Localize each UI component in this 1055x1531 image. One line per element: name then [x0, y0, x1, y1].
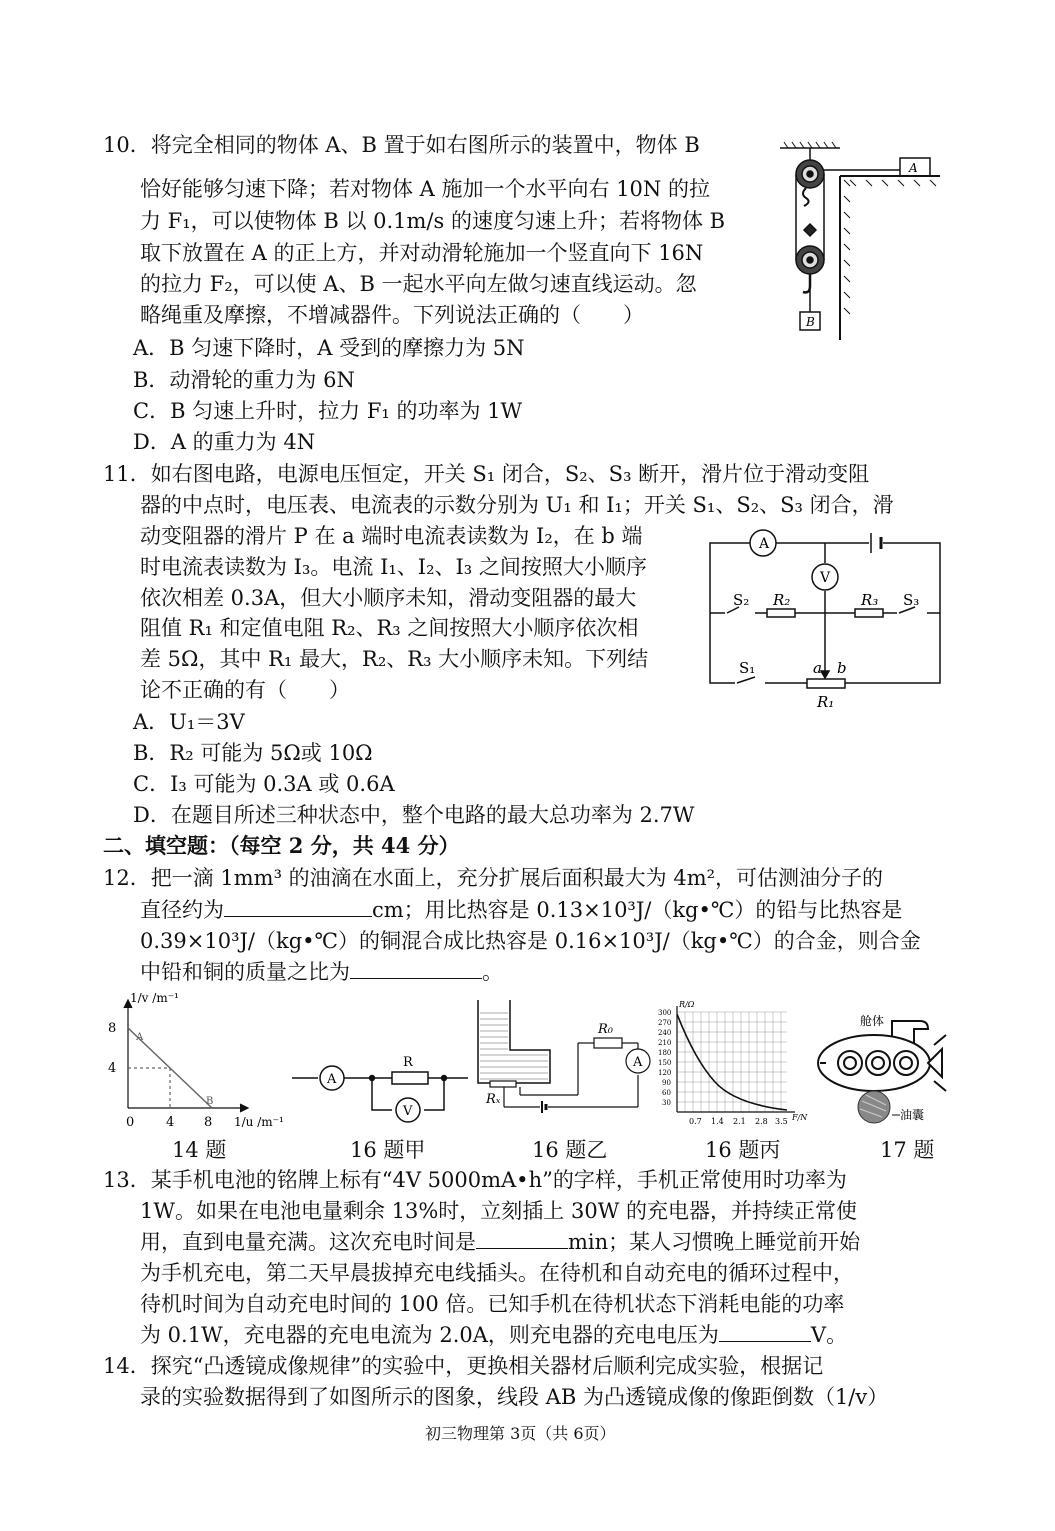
q13-line-6	[140, 1321, 847, 1349]
q11-line-8: 论不正确的有（ ）	[140, 678, 350, 702]
circuit-s3-label: S₃	[903, 591, 920, 609]
q12-line-4	[140, 958, 503, 986]
fig16c-y-tick-90: 90	[662, 1079, 671, 1087]
page-footer: 初三物理第 3页（共 6页）	[425, 1424, 616, 1443]
fig16b-device	[470, 995, 655, 1130]
q11-line-1: 11．如右图电路，电源电压恒定，开关 S₁ 闭合，S₂、S₃ 断开，滑片位于滑动变阻	[103, 462, 870, 486]
circuit-r2-label: R₂	[773, 591, 791, 609]
fig16c-y-label: R/Ω	[679, 1000, 695, 1009]
q10-line-4: 取下放置在 A 的正上方，并对动滑轮施加一个竖直向下 16N	[140, 241, 704, 265]
q12-answer-blank-1[interactable]	[224, 896, 372, 917]
fig16a-resistor: R	[403, 1055, 413, 1070]
q12-text-4a: 中铅和铜的质量之比为	[140, 960, 350, 984]
fig16a-circuit	[290, 1040, 470, 1130]
q11-line-5: 依次相差 0.3A，但大小顺序未知，滑动变阻器的最大	[140, 586, 637, 610]
q11-line-2: 器的中点时，电压表、电流表的示数分别为 U₁ 和 I₁；开关 S₁、S₂、S₃ 闭合，滑	[140, 493, 894, 517]
circuit-figure	[705, 525, 945, 715]
q10-line-2: 恰好能够匀速下降；若对物体 A 施加一个水平向右 10N 的拉	[140, 177, 710, 201]
fig16a-ammeter: A	[327, 1072, 337, 1087]
fig16c-x-tick-0.7: 0.7	[689, 1117, 702, 1126]
section-2-title: 二、填空题：（每空 2 分，共 44 分）	[103, 833, 460, 858]
q10-line-3: 力 F₁，可以使物体 B 以 0.1m/s 的速度匀速上升；若将物体 B	[140, 209, 726, 233]
q12-line-2	[140, 896, 902, 924]
fig16c-y-tick-120: 120	[658, 1069, 672, 1077]
q11-option-d: D．在题目所述三种状态中，整个电路的最大总功率为 2.7W	[133, 803, 695, 827]
fig14-y-tick-8: 8	[108, 1021, 117, 1036]
circuit-a-label: a	[813, 659, 822, 677]
fig16c-graph	[655, 1000, 810, 1130]
circuit-voltmeter-label: V	[820, 570, 831, 586]
q12-line-3: 0.39×10³J/（kg•℃）的铜混合成比热容是 0.16×10³J/（kg•℃）的合金，则合金	[140, 929, 921, 953]
fig16c-y-tick-240: 240	[658, 1029, 672, 1037]
fig16c-y-tick-300: 300	[658, 1009, 672, 1017]
q13-line-1: 13．某手机电池的铭牌上标有“4V 5000mA•h”的字样，手机正常使用时功率为	[103, 1168, 847, 1192]
fig17-bag-label: 油囊	[900, 1108, 925, 1122]
q11-line-3: 动变阻器的滑片 P 在 a 端时电流表读数为 I₂，在 b 端	[140, 524, 643, 548]
fig16c-y-tick-60: 60	[662, 1089, 671, 1097]
fig14-point-b: B	[206, 1096, 214, 1107]
fig16c-x-tick-1.4: 1.4	[711, 1117, 724, 1126]
q13-answer-blank-2[interactable]	[719, 1321, 811, 1342]
fig14-caption: 14 题	[172, 1138, 227, 1162]
fig16c-x-label: F/N	[792, 1113, 808, 1122]
fig16c-x-tick-2.1: 2.1	[733, 1117, 746, 1126]
circuit-ammeter-label: A	[759, 536, 770, 552]
block-b-label: B	[806, 315, 815, 329]
q13-text-3b: min；某人习惯晚上睡觉前开始	[568, 1230, 861, 1254]
fig17-submarine	[812, 1005, 952, 1130]
fig16c-y-tick-210: 210	[658, 1039, 672, 1047]
q10-line-5: 的拉力 F₂，可以使 A、B 一起水平向左做匀速直线运动。忽	[140, 272, 697, 296]
circuit-s1-label: S₁	[739, 659, 756, 677]
q11-line-4: 时电流表读数为 I₃。电流 I₁、I₂、I₃ 之间按照大小顺序	[140, 555, 647, 579]
fig16c-x-tick-2.8: 2.8	[755, 1117, 768, 1126]
q11-option-b: B．R₂ 可能为 5Ω或 10Ω	[133, 741, 373, 765]
fig14-y-tick-4: 4	[108, 1061, 117, 1076]
q13-line-4: 为手机充电，第二天早晨拔掉充电线插头。在待机和自动充电的循环过程中，	[140, 1261, 854, 1285]
q13-line-2: 1W。如果在电池电量剩余 13%时，立刻插上 30W 的充电器，并持续正常使	[140, 1199, 857, 1223]
fig14-x-tick-8: 8	[204, 1115, 213, 1130]
q10-option-a: A．B 匀速下降时，A 受到的摩擦力为 5N	[133, 336, 525, 360]
q12-answer-blank-2[interactable]	[350, 958, 482, 979]
fig14-x-label: 1/u /m⁻¹	[234, 1115, 284, 1129]
q11-option-c: C．I₃ 可能为 0.3A 或 0.6A	[133, 772, 395, 796]
fig14-y-label: 1/v /m⁻¹	[130, 991, 179, 1005]
q11-line-6: 阻值 R₁ 和定值电阻 R₂、R₃ 之间按照大小顺序依次相	[140, 616, 639, 640]
fig16c-y-tick-180: 180	[658, 1049, 672, 1057]
fig16c-x-tick-3.5: 3.5	[775, 1117, 788, 1126]
fig16c-y-tick-270: 270	[658, 1019, 672, 1027]
q10-line-1: 10．将完全相同的物体 A、B 置于如右图所示的装置中，物体 B	[103, 133, 700, 157]
fig16a-voltmeter: V	[403, 1104, 413, 1119]
q13-text-3a: 用，直到电量充满。这次充电时间是	[140, 1230, 476, 1254]
fig14-x-tick-0: 0	[126, 1115, 135, 1130]
fig16b-ammeter: A	[633, 1055, 643, 1070]
fig14-point-a: A	[136, 1032, 144, 1043]
fig17-hull-label: 舱体	[860, 1014, 885, 1028]
q14-line-1: 14．探究“凸透镜成像规律”的实验中，更换相关器材后顺利完成实验，根据记	[103, 1354, 824, 1378]
q10-option-d: D．A 的重力为 4N	[133, 430, 316, 454]
q10-option-c: C．B 匀速上升时，拉力 F₁ 的功率为 1W	[133, 399, 523, 423]
q10-option-b: B．动滑轮的重力为 6N	[133, 368, 355, 392]
q10-line-6: 略绳重及摩擦，不增减器件。下列说法正确的（ ）	[140, 303, 644, 327]
q13-text-6a: 为 0.1W，充电器的充电电流为 2.0A，则充电器的充电电压为	[140, 1323, 719, 1347]
q11-line-7: 差 5Ω，其中 R₁ 最大，R₂、R₃ 大小顺序未知。下列结	[140, 647, 649, 671]
fig16c-y-tick-30: 30	[662, 1099, 671, 1107]
fig16b-caption: 16 题乙	[532, 1138, 608, 1162]
q12-text-4b: 。	[482, 960, 503, 984]
fig14-x-tick-4: 4	[166, 1115, 175, 1130]
fig16b-r0: R₀	[598, 1022, 613, 1037]
block-a-label: A	[909, 161, 918, 175]
fig16c-caption: 16 题丙	[705, 1138, 781, 1162]
circuit-b-label: b	[837, 659, 847, 677]
q12-line-1: 12．把一滴 1mm³ 的油滴在水面上，充分扩展后面积最大为 4m²，可估测油分子的	[103, 866, 884, 890]
circuit-s2-label: S₂	[733, 591, 750, 609]
q11-option-a: A．U₁＝3V	[133, 710, 245, 734]
q12-text-2a: 直径约为	[140, 898, 224, 922]
q12-text-2b: cm；用比热容是 0.13×10³J/（kg•℃）的铅与比热容是	[372, 898, 903, 922]
fig16c-y-tick-150: 150	[658, 1059, 672, 1067]
fig16a-caption: 16 题甲	[350, 1138, 426, 1162]
pulley-figure	[780, 140, 940, 340]
q13-answer-blank-1[interactable]	[476, 1228, 568, 1249]
q13-line-5: 待机时间为自动充电时间的 100 倍。已知手机在待机状态下消耗电能的功率	[140, 1292, 845, 1316]
q13-line-3	[140, 1228, 860, 1256]
fig17-caption: 17 题	[880, 1138, 935, 1162]
fig14-graph	[100, 990, 290, 1130]
fig16b-rx: Rₓ	[486, 1092, 501, 1107]
q14-line-2: 录的实验数据得到了如图所示的图象，线段 AB 为凸透镜成像的像距倒数（1/v）	[140, 1385, 889, 1409]
circuit-r1-label: R₁	[817, 693, 835, 711]
circuit-r3-label: R₃	[861, 591, 879, 609]
q13-text-6b: V。	[810, 1323, 848, 1347]
